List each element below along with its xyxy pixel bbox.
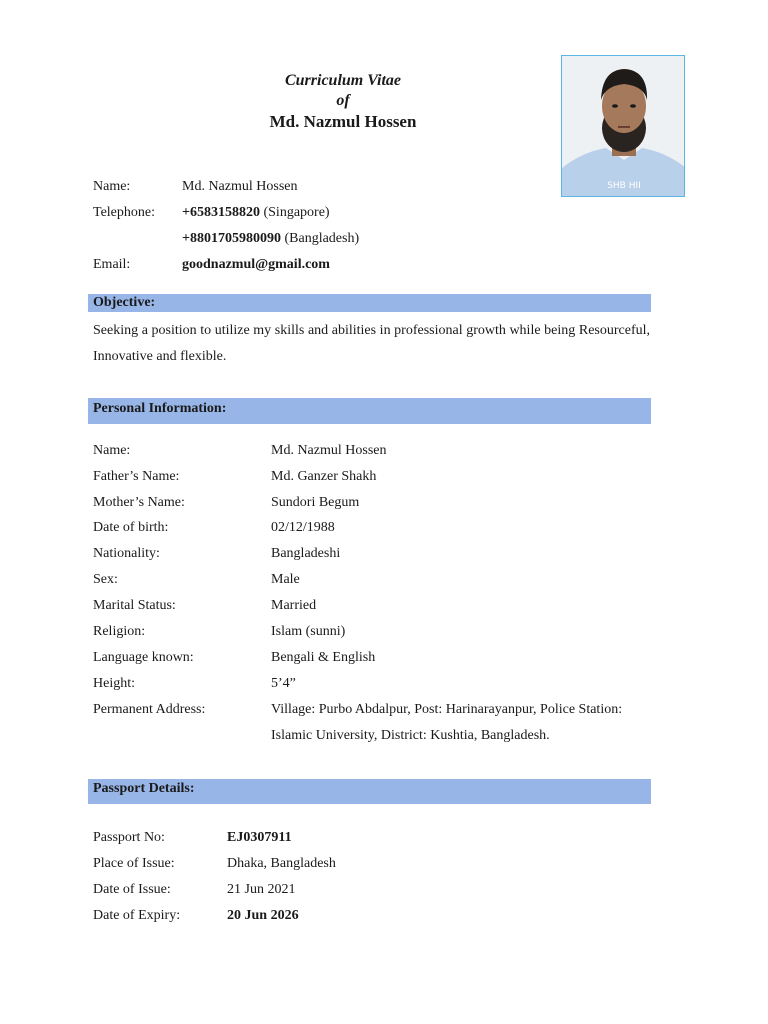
personal-info-value: Married <box>271 598 317 613</box>
personal-info-value: Islam (sunni) <box>271 624 346 639</box>
personal-info-value: Bangladeshi <box>271 546 341 561</box>
personal-info-label: Marital Status: <box>93 598 176 613</box>
personal-info-label: Father’s Name: <box>93 469 180 484</box>
telephone-singapore <box>182 205 330 221</box>
passport-value: Dhaka, Bangladesh <box>227 856 336 871</box>
passport-section-heading: Passport Details: <box>88 779 651 804</box>
personal-info-label: Sex: <box>93 572 118 587</box>
personal-info-label: Religion: <box>93 624 146 639</box>
personal-info-label: Nationality: <box>93 546 160 561</box>
telephone-number: +6583158820 <box>182 205 260 220</box>
cv-name-heading: Md. Nazmul Hossen <box>269 112 417 131</box>
contact-telephone-label: Telephone: <box>93 205 155 220</box>
passport-label: Place of Issue: <box>93 856 175 871</box>
cv-title: Curriculum Vitae <box>284 72 402 89</box>
person-portrait-image <box>562 56 685 197</box>
objective-text: Seeking a position to utilize my skills and abilities in professional growth while being Resourceful, Innovative and flexible. <box>93 323 650 364</box>
personal-info-label: Mother’s Name: <box>93 495 185 510</box>
personal-info-value: Sundori Begum <box>271 495 360 510</box>
personal-info-value: Md. Nazmul Hossen <box>271 443 387 458</box>
passport-label: Date of Issue: <box>93 882 171 897</box>
contact-name-label: Name: <box>93 179 131 194</box>
personal-info-label: Name: <box>93 443 131 458</box>
passport-value: 21 Jun 2021 <box>227 882 296 897</box>
passport-label: Date of Expiry: <box>93 908 181 923</box>
passport-value: 20 Jun 2026 <box>227 908 299 923</box>
telephone-bangladesh <box>182 231 359 247</box>
personal-info-label: Height: <box>93 676 135 691</box>
personal-info-value: Male <box>271 572 300 587</box>
personal-info-label: Language known: <box>93 650 194 665</box>
telephone-note: (Bangladesh) <box>280 231 360 246</box>
profile-photo <box>561 55 685 197</box>
telephone-note: (Singapore) <box>259 205 330 220</box>
personal-info-value: Village: Purbo Abdalpur, Post: Harinarayanpur, Police Station: <box>271 702 623 717</box>
objective-section-heading: Objective: <box>88 294 651 312</box>
cv-title-of: of <box>336 92 350 109</box>
personal-info-value: 02/12/1988 <box>271 520 335 535</box>
contact-name-value: Md. Nazmul Hossen <box>182 179 298 194</box>
personal-info-value-continued: Islamic University, District: Kushtia, Bangladesh. <box>271 728 550 743</box>
shirt-print-text: SHB HII <box>607 181 641 191</box>
personal-info-section-heading: Personal Information: <box>88 398 651 424</box>
personal-info-value: Bengali & English <box>271 650 376 665</box>
contact-email-value: goodnazmul@gmail.com <box>182 257 330 272</box>
passport-value: EJ0307911 <box>227 830 292 845</box>
personal-info-label: Permanent Address: <box>93 702 206 717</box>
contact-email-label: Email: <box>93 257 131 272</box>
telephone-number: +8801705980090 <box>182 231 281 246</box>
personal-info-label: Date of birth: <box>93 520 169 535</box>
passport-label: Passport No: <box>93 830 165 845</box>
personal-info-value: Md. Ganzer Shakh <box>271 469 377 484</box>
personal-info-value: 5’4” <box>271 676 296 691</box>
